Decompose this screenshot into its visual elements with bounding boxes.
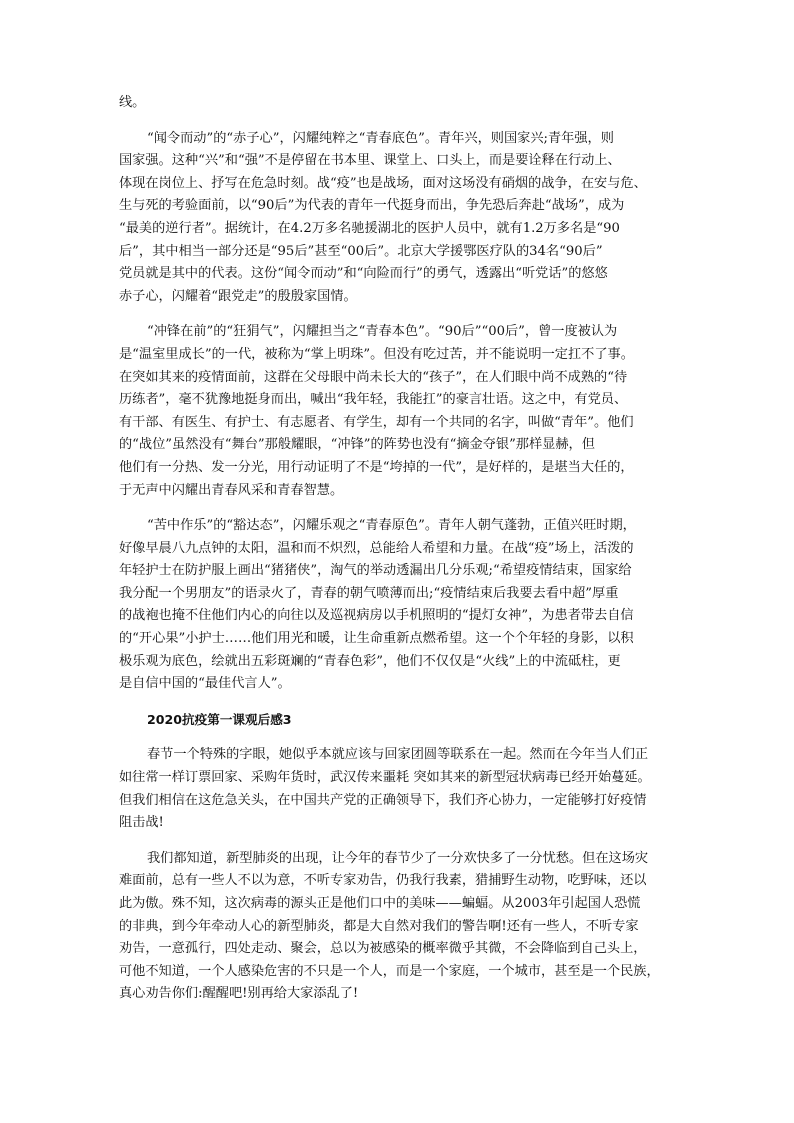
paragraph-spacer [119,308,679,321]
text-line: 党员就是其中的代表。这份“闻令而动”和“向险而行”的勇气，透露出“听党话”的悠悠 [119,266,608,282]
text-line: 在突如其来的疫情面前，这群在父母眼中尚未长大的“孩子”，在人们眼中尚不成熟的“待 [119,369,628,385]
text-line: 我们都知道，新型肺炎的出现，让今年的春节少了一分欢快多了一分忧愁。但在这场灾 [147,850,649,866]
text-line: 的“开心果”小护士……他们用光和暖，让生命重新点燃希望。这一个个年轻的身影，以积 [119,631,634,647]
text-line: 历练者”，毫不犹豫地挺身而出，喊出“我年轻，我能扛”的豪言壮语。这之中，有党员、 [119,392,628,408]
text-line: 如往常一样订票回家、采购年货时，武汉传来噩耗 突如其来的新型冠状病毒已经开始蔓延。 [119,770,651,786]
text-line: 但我们相信在这危急关头，在中国共产党的正确领导下，我们齐心协力，一定能够打好疫情 [119,792,647,808]
paragraph-spacer [119,115,679,128]
text-line: 好像早晨八九点钟的太阳，温和而不炽烈，总能给人希望和力量。在战“疫”场上，活泼的 [119,540,634,556]
text-line: 体现在岗位上、抒写在危急时刻。战“疫”也是战场，面对这场没有硝烟的战争，在安与危、 [119,175,647,191]
text-line: 极乐观为底色，绘就出五彩斑斓的“青春色彩”，他们不仅仅是“火线”上的中流砥柱，更 [119,653,621,669]
text-line: 年轻护士在防护服上画出“猪猪侠”，淘气的举动透漏出几分乐观;“希望疫情结束，国家给 [119,563,632,579]
text-line: 此为傲。殊不知，这次病毒的源头正是他们口中的美味——蝙蝠。从2003年引起国人恐慌 [119,896,641,911]
paragraph [119,92,679,115]
text-line: 的非典，到今年牵动人心的新型肺炎，都是大自然对我们的警告啊!还有一些人，不听专家 [119,918,639,934]
text-line: 我分配一个男朋友”的语录火了，青春的朝气喷薄而出;“疫情结束后我要去看中超”厚重 [119,585,619,601]
text-line: 他们有一分热、发一分光，用行动证明了不是“垮掉的一代”，是好样的，是堪当大任的， [119,459,634,475]
text-line: 是“温室里成长”的一代，被称为“掌上明珠”。但没有吃过苦，并不能说明一定扛不了事。 [119,346,634,362]
text-line: “最美的逆行者”。据统计，在4.2万多名驰援湖北的医护人员中，就有1.2万多名是“90 [119,220,620,236]
paragraph-spacer [119,696,679,709]
paragraph [119,321,679,502]
text-line: 生与死的考验面前，以“90后”为代表的青年一代挺身而出，争先恐后奔赴“战场”，成为 [119,198,625,214]
text-line: 劝告，一意孤行，四处走动、聚会，总以为被感染的概率微乎其微，不会降临到自己头上， [119,941,647,957]
paragraph [119,848,679,1006]
text-line: 的“战位”虽然没有“舞台”那般耀眼，“冲锋”的阵势也没有“摘金夺银”那样显赫，但 [119,437,595,453]
text-line: 线。 [119,95,146,110]
text-line: 阻击战! [119,815,164,831]
paragraph-spacer [119,502,679,515]
text-line: 是自信中国的“最佳代言人”。 [119,676,291,692]
section-heading: 2020抗疫第一课观后感3 [147,711,292,727]
paragraph [119,515,679,696]
text-line: 于无声中闪耀出青春风采和青春智慧。 [119,482,344,498]
text-line: 赤子心，闪耀着“跟党走”的殷殷家国情。 [119,288,357,304]
paragraph [119,744,679,834]
text-line: 可他不知道，一个人感染危害的不只是一个人，而是一个家庭，一个城市，甚至是一个民族， [119,963,660,979]
text-line: 真心劝告你们:醒醒吧!别再给大家添乱了! [119,986,359,1002]
text-line: “闻令而动”的“赤子心”，闪耀纯粹之“青春底色”。青年兴，则国家兴;青年强，则 [147,130,614,146]
document-body [119,92,679,1006]
text-line: 春节一个特殊的字眼，她似乎本就应该与回家团圆等联系在一起。然而在今年当人们正 [147,747,649,763]
text-line: 国家强。这种“兴”和“强”不是停留在书本里、课堂上、口头上，而是要诠释在行动上、 [119,153,621,169]
text-line: 难面前，总有一些人不以为意，不听专家劝告，仍我行我素，猎捕野生动物，吃野味，还以 [119,873,647,889]
text-line: 后”，其中相当一部分还是“95后”甚至“00后”。北京大学援鄂医疗队的34名“90后” [119,243,603,259]
text-line: “冲锋在前”的“狂狷气”，闪耀担当之“青春本色”。“90后”“00后”，曾一度被认为 [147,324,618,340]
text-line: “苦中作乐”的“豁达态”，闪耀乐观之“青春原色”。青年人朝气蓬勃，正值兴旺时期， [147,518,636,534]
paragraph-spacer [119,835,679,848]
paragraph-spacer [119,731,679,744]
text-line: 有干部、有医生、有护士、有志愿者、有学生，却有一个共同的名字，叫做“青年”。他们 [119,414,634,430]
paragraph [119,128,679,309]
text-line: 的战袍也掩不住他们内心的向往以及巡视病房以手机照明的“提灯女神”，为患者带去自信 [119,608,634,624]
